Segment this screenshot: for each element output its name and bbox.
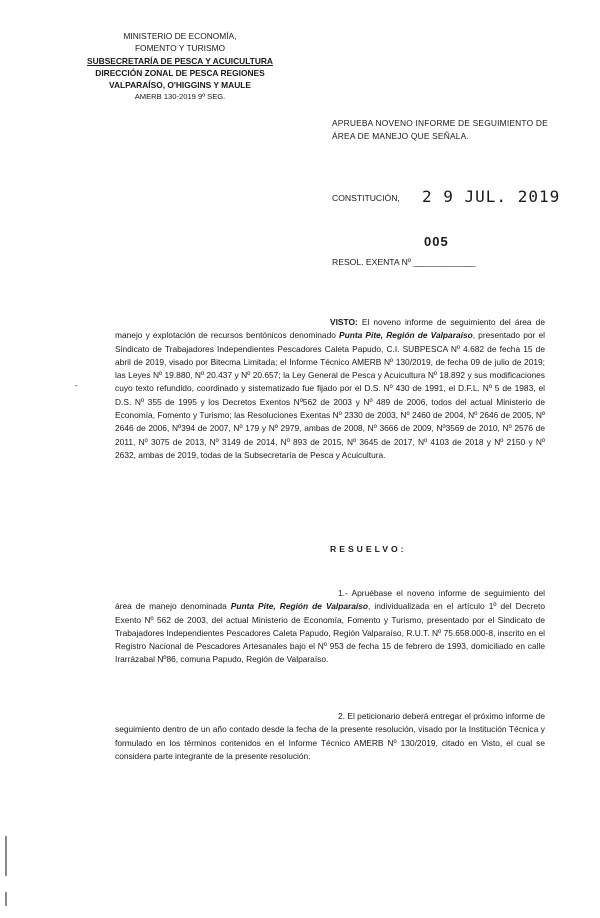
zonal-regions: VALPARAÍSO, O'HIGGINS Y MAULE: [109, 80, 251, 91]
scan-edge-mark-2: [5, 892, 7, 906]
article-1-number: 1.-: [338, 588, 352, 598]
visto-text-a: El noveno informe de seguimiento del área de manejo y explotación de recursos bentónicos denominado: [115, 317, 545, 341]
file-reference: AMERB 130-2019 9º SEG.: [134, 92, 226, 102]
resolution-number: 005: [424, 234, 449, 249]
resuelvo-heading: RESUELVO:: [330, 544, 407, 554]
article-2-text: El peticionario deberá entregar el próximo informe de seguimiento dentro de un año contado desde la fecha de la presente resolución, visado por la Institución Técnica y formulado en los términos contenidos en el Informe Técnico AMERB Nº 130/2019, citado en Visto, el cual se considera parte integrante de la presente resolución.: [115, 711, 545, 761]
subject-reference: APRUEBA NOVENO INFORME DE SEGUIMIENTO DE ÁREA DE MANEJO QUE SEÑALA.: [332, 118, 548, 141]
letterhead: [60, 30, 300, 104]
resolution-line: [332, 257, 475, 267]
resolution-blank: _____________: [413, 257, 476, 267]
margin-mark: -: [75, 381, 78, 390]
article-1-text-b: , individualizada en el artículo 1º del Decreto Exento Nº 562 de 2003, del actual Ministerio de Economía, Fomento y Turismo, presentado por el Sindicato de Trabajadores Independientes Pescadores Caleta Papudo, Región Valparaíso, R.U.T. Nº 75.658.000-8, inscrito en el Registro Nacional de Pescadores Artesanales bajo el Nº 953 de fecha 15 de febrero de 1993, domiciliado en calle Irarrázabal Nº86, comuna Papudo, Región de Valparaíso.: [115, 601, 546, 665]
visto-text-b: , presentado por el Sindicato de Trabajadores Independientes Pescadores Caleta Papudo, C.I. SUBPESCA Nº 4.682 de fecha 15 de abril de 2019, visado por Bitecma Limitada; el Informe Técnico AMERB Nº 130/2019, de fecha 09 de julio de 2019; las Leyes Nº 19.880, Nº 20.437 y Nº 20.657; la Ley General de Pesca y Acuicultura Nº 18.892 y sus modificaciones cuyo texto refundido, coordinado y sistematizado fue fijado por el D.S. Nº 430 de 1991, el D.F.L. Nº 5 de 1983, el D.S. Nº 355 de 1995 y los Decretos Exentos Nº562 de 2003 y Nº 489 de 2006, todos del actual Ministerio de Economía, Fomento y Turismo; las Resoluciones Exentas Nº 2330 de 2003, Nº 2460 de 2004, Nº 2646 de 2005, Nº 2646 de 2006, Nº394 de 2007, Nº 179 y Nº 2979, ambas de 2008, Nº 3666 de 2009, Nº3569 de 2010, Nº 2576 de 2011, Nº 3075 de 2013, Nº 3149 de 2014, Nº 893 de 2015, Nº 3645 de 2017, Nº 4103 de 2018 y Nº 2150 y Nº 2632, ambas de 2019, todas de la Subsecretaría de Pesca y Acuicultura.: [115, 330, 545, 460]
article-2-number: 2.: [338, 711, 345, 721]
visto-paragraph: [115, 316, 545, 462]
scan-edge-mark: [5, 836, 7, 876]
undersecretariat-name: SUBSECRETARÍA DE PESCA Y ACUICULTURA: [87, 55, 273, 66]
date-stamp: 2 9 JUL. 2019: [422, 187, 561, 206]
article-2: [115, 710, 545, 763]
article-1: [115, 587, 545, 667]
visto-label: VISTO:: [330, 317, 358, 327]
resolution-label: RESOL. EXENTA Nº: [332, 257, 411, 267]
article-1-area-name: Punta Pite, Región de Valparaíso: [230, 601, 369, 612]
visto-area-name: Punta Pite, Región de Valparaíso: [339, 330, 473, 341]
place-label: CONSTITUCIÓN,: [332, 193, 400, 203]
ministry-name-2: FOMENTO Y TURISMO: [134, 43, 226, 54]
ministry-name: MINISTERIO DE ECONOMÍA,: [123, 31, 237, 41]
article-1-text-a: Apruébase el noveno informe de seguimiento del área de manejo denominada: [115, 588, 545, 612]
zonal-direction: DIRECCIÓN ZONAL DE PESCA REGIONES: [95, 67, 265, 78]
